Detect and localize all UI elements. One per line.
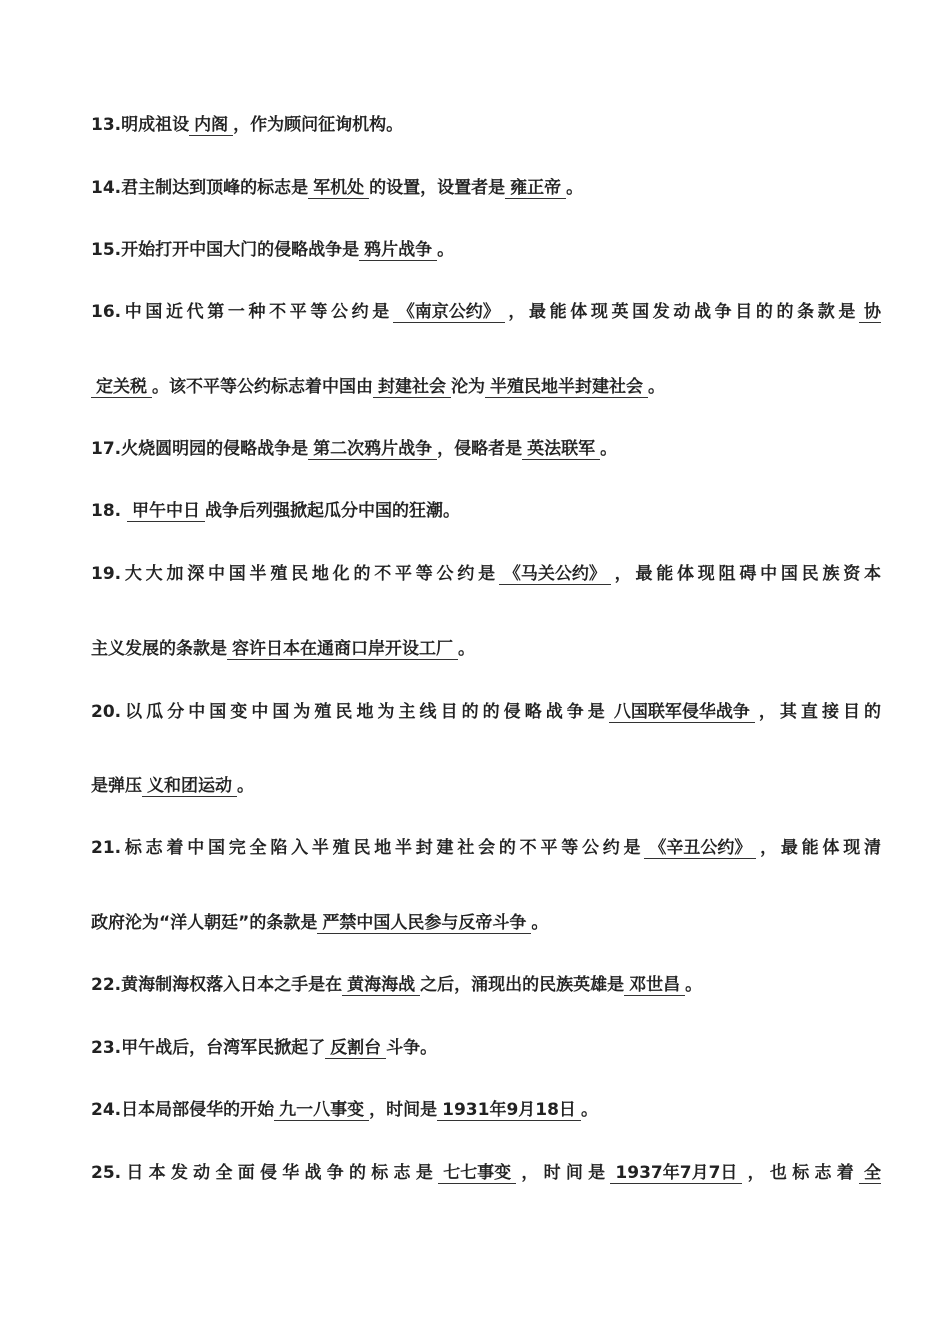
answer-blank: 1931年9月18日 (437, 1100, 581, 1121)
question-17 (91, 437, 881, 461)
question-text: 。该不平等公约标志着中国由 (152, 377, 373, 397)
answer-blank: 1937年7月7日 (610, 1163, 742, 1184)
question-22 (91, 973, 881, 997)
question-24 (91, 1098, 881, 1122)
question-text: 13.明成祖设 (91, 115, 190, 135)
answer-blank: 容许日本在通商口岸开设工厂 (227, 639, 458, 660)
answer-blank: 义和团运动 (142, 776, 237, 797)
question-16-line-1 (91, 300, 881, 324)
answer-blank: 鸦片战争 (359, 240, 437, 261)
question-text: 23.甲午战后，台湾军民掀起了 (91, 1038, 326, 1058)
question-20-line-2 (91, 774, 881, 798)
answer-blank: 甲午中日 (127, 501, 205, 522)
answer-blank: 定关税 (91, 377, 152, 398)
question-text: 20.以瓜分中国变中国为殖民地为主线目的的侵略战争是 (91, 702, 609, 722)
question-text: 的设置，设置者是 (369, 178, 506, 198)
answer-blank: 《马关公约》 (499, 564, 611, 585)
question-text: 17.火烧圆明园的侵略战争是 (91, 439, 309, 459)
question-text: 。 (237, 776, 254, 796)
answer-blank: 封建社会 (373, 377, 451, 398)
answer-blank: 反割台 (325, 1038, 386, 1059)
question-text: 。 (531, 913, 549, 933)
question-text: 。 (648, 377, 665, 397)
question-text: 25.日本发动全面侵华战争的标志是 (91, 1163, 439, 1183)
question-19-line-1 (91, 562, 881, 586)
question-21-line-1 (91, 836, 881, 860)
question-text: 之后，涌现出的民族英雄是 (420, 975, 625, 995)
question-text: 。 (685, 975, 703, 995)
question-text: 。 (458, 639, 475, 659)
answer-blank: 第二次鸦片战争 (308, 439, 437, 460)
question-text: ，时间是 (369, 1100, 438, 1120)
question-13 (91, 113, 881, 137)
question-text: 斗争。 (386, 1038, 438, 1058)
question-text: 18. (91, 501, 128, 521)
answer-blank: 半殖民地半封建社会 (485, 377, 648, 398)
answer-blank: 内阁 (189, 115, 233, 136)
answer-blank: 军机处 (308, 178, 369, 199)
answer-blank: 八国联军侵华战争 (609, 702, 755, 723)
question-25-line-1 (91, 1161, 881, 1185)
question-text: 主义发展的条款是 (91, 639, 227, 659)
question-text: 。 (580, 1100, 598, 1120)
answer-blank: 雍正帝 (505, 178, 566, 199)
question-text: 22.黄海制海权落入日本之手是在 (91, 975, 343, 995)
question-23 (91, 1036, 881, 1060)
question-text: 19.大大加深中国半殖民地化的不平等公约是 (91, 564, 499, 584)
question-20-line-1 (91, 700, 881, 724)
question-text: ，侵略者是 (437, 439, 523, 459)
question-text: 是弹压 (91, 776, 142, 796)
question-16-line-2 (91, 375, 881, 399)
question-text: 21.标志着中国完全陷入半殖民地半封建社会的不平等公约是 (91, 838, 645, 858)
answer-blank: 邓世昌 (624, 975, 685, 996)
question-text: 16.中国近代第一种不平等公约是 (91, 302, 393, 322)
question-14 (91, 176, 881, 200)
question-18 (91, 499, 881, 523)
question-text: ，其直接目的 (754, 702, 882, 722)
answer-blank: 英法联军 (522, 439, 600, 460)
question-text: 。 (566, 178, 584, 198)
answer-blank: 严禁中国人民参与反帝斗争 (317, 913, 531, 934)
answer-blank: 七七事变 (438, 1163, 516, 1184)
question-text: ，也标志着 (742, 1163, 859, 1183)
question-19-line-2 (91, 637, 881, 661)
answer-blank: 黄海海战 (342, 975, 420, 996)
question-text: ，最能体现阻碍中国民族资本 (610, 564, 881, 584)
question-text: 14.君主制达到顶峰的标志是 (91, 178, 309, 198)
question-text: ，作为顾问征询机构。 (233, 115, 404, 135)
question-text: 24.日本局部侵华的开始 (91, 1100, 275, 1120)
question-text: 沦为 (451, 377, 485, 397)
answer-blank: 九一八事变 (274, 1100, 369, 1121)
question-text: 15.开始打开中国大门的侵略战争是 (91, 240, 360, 260)
answer-blank: 全 (859, 1163, 881, 1184)
question-text: 战争后列强掀起瓜分中国的狂潮。 (205, 501, 461, 521)
answer-blank: 《南京公约》 (393, 302, 505, 323)
question-15 (91, 238, 881, 262)
answer-blank: 《辛丑公约》 (644, 838, 756, 859)
question-text: ，最能体现英国发动战争目的的条款是 (504, 302, 859, 322)
question-text: 政府沦为“洋人朝廷”的条款是 (91, 913, 318, 933)
question-21-line-2 (91, 911, 881, 935)
answer-blank: 协 (859, 302, 881, 323)
question-text: 。 (600, 439, 618, 459)
question-text: ，最能体现清 (756, 838, 881, 858)
question-text: ，时间是 (516, 1163, 611, 1183)
question-text: 。 (437, 240, 455, 260)
